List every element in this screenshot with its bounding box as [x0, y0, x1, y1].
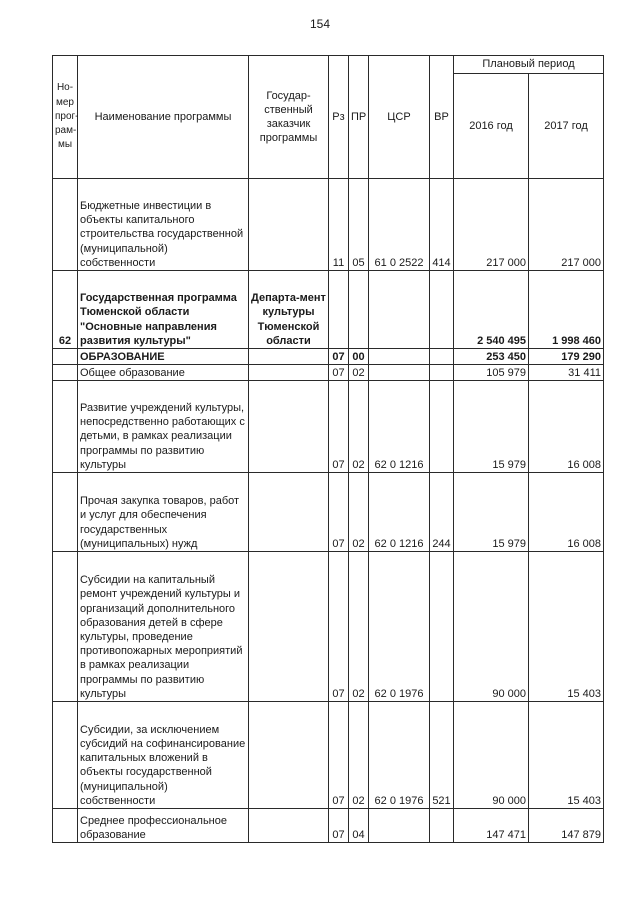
header-num: Но- мер прог- рам- мы [53, 56, 78, 179]
row-pr: 02 [349, 381, 369, 473]
row-pr: 02 [349, 365, 369, 381]
row-vr [430, 365, 454, 381]
header-rz: Рз [329, 56, 349, 179]
row-rz: 07 [329, 473, 349, 552]
row-customer [249, 702, 329, 809]
row-vr [430, 349, 454, 365]
row-csr [369, 271, 430, 349]
row-csr: 62 0 1216 [369, 473, 430, 552]
table-row [53, 349, 604, 365]
table-row [53, 381, 604, 473]
table-row [53, 702, 604, 809]
row-customer [249, 365, 329, 381]
table-row [53, 179, 604, 271]
header-row-1 [53, 56, 604, 74]
row-customer [249, 809, 329, 843]
row-value-2016: 105 979 [454, 365, 529, 381]
row-pr: 02 [349, 702, 369, 809]
row-vr [430, 552, 454, 702]
table-row [53, 271, 604, 349]
row-name: Субсидии на капитальный ремонт учреждений культуры и организаций дополнительного образования детей в сфере культуры, проведение противопожарных мероприятий в рамках реализации программы по развитию культуры [78, 552, 249, 702]
row-rz [329, 271, 349, 349]
row-csr: 61 0 2522 [369, 179, 430, 271]
row-rz: 07 [329, 702, 349, 809]
row-value-2017: 1 998 460 [529, 271, 604, 349]
page-number: 154 [309, 17, 331, 31]
row-number [53, 349, 78, 365]
row-vr: 244 [430, 473, 454, 552]
row-pr: 02 [349, 552, 369, 702]
row-name: Прочая закупка товаров, работ и услуг для обеспечения государственных (муниципальных) нужд [78, 473, 249, 552]
row-customer [249, 473, 329, 552]
row-number [53, 179, 78, 271]
row-csr: 62 0 1976 [369, 702, 430, 809]
row-value-2017: 16 008 [529, 473, 604, 552]
row-value-2017: 147 879 [529, 809, 604, 843]
row-value-2016: 147 471 [454, 809, 529, 843]
row-pr: 00 [349, 349, 369, 365]
row-csr [369, 809, 430, 843]
header-planned-period: Плановый период [454, 56, 604, 74]
row-pr: 04 [349, 809, 369, 843]
row-value-2017: 15 403 [529, 552, 604, 702]
row-rz: 07 [329, 349, 349, 365]
row-name: Государственная программа Тюменской области "Основные направления развития культуры" [78, 271, 249, 349]
row-value-2016: 253 450 [454, 349, 529, 365]
row-name: Среднее профессиональное образование [78, 809, 249, 843]
row-vr [430, 381, 454, 473]
row-rz: 07 [329, 552, 349, 702]
row-value-2016: 217 000 [454, 179, 529, 271]
row-name: Субсидии, за исключением субсидий на софинансирование капитальных вложений в объекты государственной (муниципальной) собственности [78, 702, 249, 809]
row-vr: 521 [430, 702, 454, 809]
row-value-2016: 15 979 [454, 381, 529, 473]
row-value-2017: 31 411 [529, 365, 604, 381]
row-csr: 62 0 1216 [369, 381, 430, 473]
row-customer [249, 552, 329, 702]
table-row [53, 473, 604, 552]
row-pr: 02 [349, 473, 369, 552]
row-customer: Департа-мент культуры Тюменской области [249, 271, 329, 349]
row-number [53, 552, 78, 702]
table-row [53, 552, 604, 702]
table-row [53, 809, 604, 843]
row-number [53, 381, 78, 473]
row-vr: 414 [430, 179, 454, 271]
row-csr [369, 365, 430, 381]
header-2016: 2016 год [454, 74, 529, 179]
row-name: Бюджетные инвестиции в объекты капитального строительства государственной (муниципальной) собственности [78, 179, 249, 271]
row-vr [430, 809, 454, 843]
row-value-2016: 90 000 [454, 552, 529, 702]
row-pr [349, 271, 369, 349]
row-rz: 07 [329, 365, 349, 381]
budget-table [52, 55, 604, 843]
row-customer [249, 381, 329, 473]
header-pr: ПР [349, 56, 369, 179]
header-2017: 2017 год [529, 74, 604, 179]
row-rz: 07 [329, 809, 349, 843]
row-number [53, 365, 78, 381]
row-vr [430, 271, 454, 349]
row-value-2016: 2 540 495 [454, 271, 529, 349]
row-customer [249, 349, 329, 365]
row-rz: 07 [329, 381, 349, 473]
row-number [53, 473, 78, 552]
header-csr: ЦСР [369, 56, 430, 179]
header-vr: ВР [430, 56, 454, 179]
row-number [53, 702, 78, 809]
row-name: Развитие учреждений культуры, непосредственно работающих с детьми, в рамках реализации программы по развитию культуры [78, 381, 249, 473]
row-customer [249, 179, 329, 271]
row-csr [369, 349, 430, 365]
row-name: Общее образование [78, 365, 249, 381]
row-value-2016: 15 979 [454, 473, 529, 552]
row-number [53, 809, 78, 843]
row-rz: 11 [329, 179, 349, 271]
row-value-2017: 15 403 [529, 702, 604, 809]
row-value-2017: 179 290 [529, 349, 604, 365]
row-value-2016: 90 000 [454, 702, 529, 809]
row-value-2017: 217 000 [529, 179, 604, 271]
row-name: ОБРАЗОВАНИЕ [78, 349, 249, 365]
row-pr: 05 [349, 179, 369, 271]
table-row [53, 365, 604, 381]
row-csr: 62 0 1976 [369, 552, 430, 702]
row-value-2017: 16 008 [529, 381, 604, 473]
header-name: Наименование программы [78, 56, 249, 179]
header-customer: Государ- ственный заказчик программы [249, 56, 329, 179]
row-number: 62 [53, 271, 78, 349]
